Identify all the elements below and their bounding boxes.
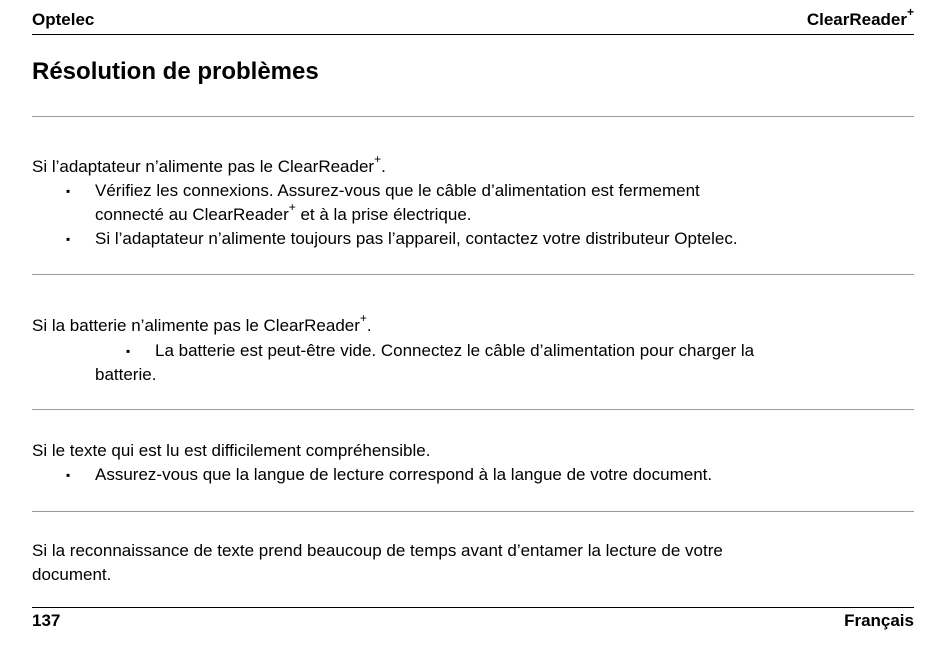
header-divider	[32, 34, 914, 35]
section-2-question-sup: +	[359, 311, 367, 326]
product-name	[806, 5, 914, 30]
section-1-bullet-1-continuation	[95, 200, 472, 227]
section-4-question-continuation: document.	[32, 565, 112, 584]
bullet-text: Vérifiez les connexions. Assurez-vous que le câble d’alimentation est fermement	[95, 181, 700, 200]
section-4-question: Si la reconnaissance de texte prend beaucoup de temps avant d’entamer la lecture de votre	[32, 541, 723, 560]
bullet-icon: ▪	[66, 184, 71, 198]
bullet-icon: ▪	[126, 344, 131, 358]
section-2-question-text: Si la batterie n’alimente pas le ClearReader	[32, 316, 360, 335]
bullet-icon: ▪	[66, 232, 71, 246]
section-1-question	[32, 152, 386, 179]
brand-name: Optelec	[32, 10, 95, 29]
section-1-question-text: Si l’adaptateur n’alimente pas le ClearReader	[32, 157, 375, 176]
page-header	[32, 5, 914, 34]
section-3-question: Si le texte qui est lu est difficilement compréhensible.	[32, 441, 431, 460]
bullet-text: La batterie est peut-être vide. Connectez le câble d’alimentation pour charger la	[155, 341, 755, 360]
bullet-icon: ▪	[66, 468, 71, 482]
section-2-question	[32, 311, 372, 338]
page-number: 137	[32, 611, 61, 630]
bullet-text-sup: +	[288, 200, 296, 215]
section-2-question-end: .	[366, 316, 372, 335]
bullet-text-cont: connecté au ClearReader	[95, 205, 289, 224]
section-2-bullet-1-continuation: batterie.	[95, 365, 157, 384]
section-1-question-sup: +	[374, 152, 382, 167]
product-name-sup: +	[906, 5, 914, 20]
section-divider	[32, 274, 914, 275]
product-name-text: ClearReader	[806, 10, 907, 29]
page-title: Résolution de problèmes	[32, 58, 319, 85]
section-1-question-end: .	[381, 157, 386, 176]
footer-divider	[32, 607, 914, 608]
footer-language: Français	[844, 611, 914, 630]
bullet-text: Assurez-vous que la langue de lecture correspond à la langue de votre document.	[95, 465, 713, 484]
bullet-text-end: et à la prise électrique.	[295, 205, 472, 224]
section-divider	[32, 511, 914, 512]
section-divider	[32, 409, 914, 410]
section-divider	[32, 116, 914, 117]
bullet-text: Si l’adaptateur n’alimente toujours pas l’appareil, contactez votre distributeur Optelec.	[95, 229, 738, 248]
